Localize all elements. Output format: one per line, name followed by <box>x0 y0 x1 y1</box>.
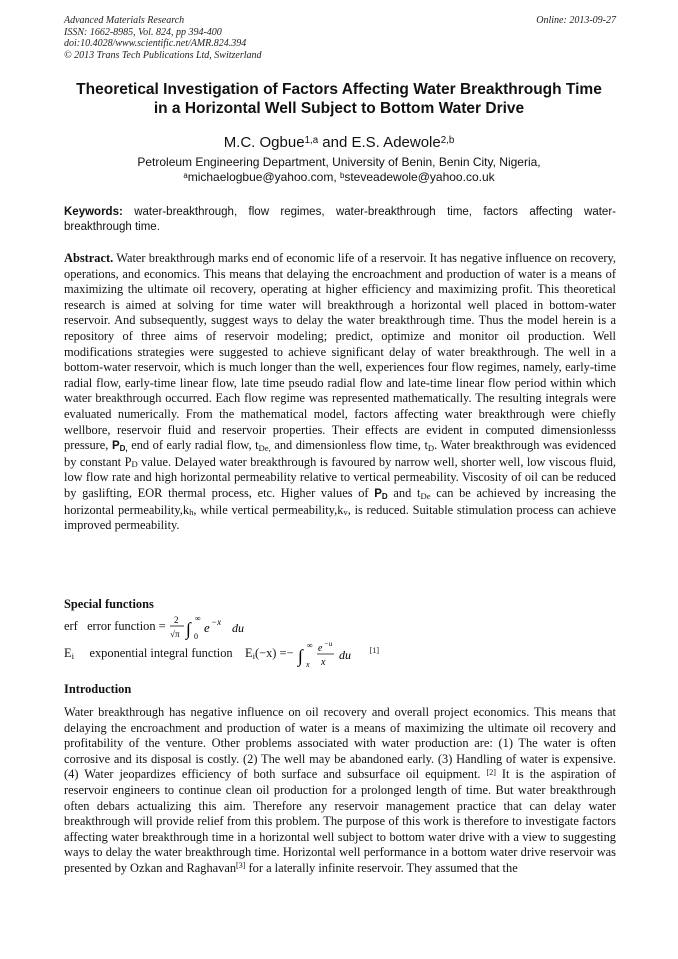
pd3-sub: D <box>381 491 388 501</box>
abstract-label: Abstract. <box>64 251 114 265</box>
citation-2[interactable]: [2] <box>486 767 496 777</box>
abstract-text: value. Delayed water breakthrough is favoured by narrow well, shorter well, low viscous fluid, low flow rate and high horizontal permeability relative to vertical permeability. Viscosity of oil can be reduced by gaslifting, EOR thermal process, etc. Higher values of <box>64 454 616 500</box>
paper-title <box>40 80 638 118</box>
pd3-symbol <box>374 488 387 500</box>
ei-frac-num-exp: −u <box>323 640 332 648</box>
keywords-text: water-breakthrough, flow regimes, water-breakthrough time, factors affecting water-breakthrough time. <box>64 206 616 233</box>
intro-paragraph: It is the aspiration of reservoir engineers to continue clean oil production for a prolonged length of time. But water breakthrough often debars actualizing this aim. Therefore any reservoir management practice that can delay water breakthrough will provide relief from this problem. The purpose of this work is therefore to investigate factors affecting water breakthrough time in a horizontal well subject to bottom water drive with a view to suggesting ways to delay the water breakthrough time. Horizontal well performance in a bottom water drive reservoir was presented by Ozkan and Raghavan <box>64 767 616 875</box>
erf-frac-num: 2 <box>173 615 179 625</box>
affiliation: Petroleum Engineering Department, University of Benin, Benin City, Nigeria, <box>137 155 541 169</box>
ei-int-upper: ∞ <box>306 641 313 650</box>
emails <box>40 170 638 185</box>
tde2-sub: De <box>420 490 431 501</box>
pd-main: P <box>111 440 120 453</box>
online-date: Online: 2013-09-27 <box>536 15 616 26</box>
pd-sub: D, <box>119 443 128 453</box>
title-line-2: in a Horizontal Well Subject to Bottom Water Drive <box>153 100 525 117</box>
email-a[interactable]: michaelogbue@yahoo.com, <box>187 170 340 184</box>
abstract-text: can be achieved by increasing the horizontal permeability,k <box>64 485 616 517</box>
ei-lhs-arg: (−x) =− <box>255 645 294 660</box>
ei-label: exponential integral function <box>89 645 233 660</box>
abstract-text: , while vertical permeability,k <box>193 502 344 517</box>
kh-sub: h <box>189 507 194 518</box>
pd3-main: P <box>374 487 382 500</box>
ei-abbr-sub: i <box>71 650 74 661</box>
journal-header <box>64 15 616 61</box>
erf-frac-den: √π <box>169 629 180 639</box>
ei-frac-den: x <box>320 657 326 668</box>
erf-int-lower: 0 <box>193 632 198 641</box>
intro-paragraph: for a laterally infinite reservoir. They assumed that the <box>245 860 518 875</box>
erf-abbr: erf <box>64 618 78 633</box>
erf-exp: −x <box>210 617 221 627</box>
ei-formula <box>297 639 367 669</box>
ei-lhs-sub: i <box>252 650 255 661</box>
keywords-label: Keywords: <box>64 206 123 218</box>
abstract-text: end of early radial flow, t <box>127 438 259 453</box>
copyright-line: © 2013 Trans Tech Publications Ltd, Switzerland <box>64 49 262 61</box>
abstract-text: Water breakthrough marks end of economic life of a reservoir. It has negative influence on recovery, operations, and economics. This means that delaying the encroachment and production of water is a means of maximizing the ultimate oil recovery, operating at higher efficiency and maximizing profit. This theoretical research is aimed at solving for time water will breakthrough a horizontal well placed in bottom-water reservoir. And subsequently, suggest ways to delay the water breakthrough time. Thus the model herein is a repository of three aims of reservoir modeling; predict, optimize and monitor oil production. Well modifications strategies were suggested to achieve significant delay of water breakthrough. The well in a bottom-water reservoir, which is much longer than the well, experiences four flow regimes, namely, early-time radial flow, early-time linear flow, late time pseudo radial flow and late-time linear flow period within which water breakthrough occurred. Each flow regime was represented mathematically. The resulting integrals were evaluated numerically. From the mathematical model, factors affecting water breakthrough were chiefly wellbore, reservoir fluid and reservoir properties. Their effects are evident in computed dimensionlesss pressure, <box>64 251 616 453</box>
introduction-heading: Introduction <box>64 682 132 696</box>
author-2: E.S. Adewole <box>351 134 441 151</box>
ei-abbr: E <box>64 645 72 660</box>
ei-reference[interactable]: [1] <box>369 646 380 656</box>
ei-definition <box>64 639 379 669</box>
integral-sign-icon: ∫ <box>297 646 303 666</box>
email-a-marker: a <box>183 170 188 180</box>
erf-formula <box>169 613 261 641</box>
author-1-affil: 1,a <box>304 134 319 146</box>
special-functions-heading: Special functions <box>64 597 154 611</box>
email-b-marker: b <box>340 170 345 180</box>
abstract-text: , is reduced. Suitable stimulation process can achieve improved permeability. <box>64 502 616 533</box>
journal-name: Advanced Materials Research <box>64 15 185 26</box>
erf-du: du <box>231 621 244 635</box>
kv-sub: v <box>343 507 348 518</box>
tde-sub: De, <box>258 442 271 453</box>
pd-symbol <box>112 440 128 452</box>
keywords <box>64 205 616 235</box>
title-line-1: Theoretical Investigation of Factors Affecting Water Breakthrough Time <box>76 81 602 98</box>
erf-int-upper: ∞ <box>194 614 201 623</box>
author-conjunction: and <box>318 134 352 151</box>
pd2-sub: D <box>131 459 138 470</box>
issn-line: ISSN: 1662-8985, Vol. 824, pp 394-400 <box>64 26 222 38</box>
ei-lhs: E <box>245 645 253 660</box>
erf-definition <box>64 613 261 641</box>
introduction-text <box>64 705 616 877</box>
abstract-text: and dimensionless flow time, t <box>270 438 428 453</box>
author-1: M.C. Ogbue <box>223 134 305 151</box>
td-sub: D <box>427 442 435 453</box>
erf-e: e <box>203 620 210 635</box>
author-list <box>40 134 638 152</box>
erf-label: error function = <box>87 618 166 633</box>
ei-frac-num: e <box>317 643 323 654</box>
citation-3[interactable]: [3] <box>236 861 246 871</box>
abstract-text: and t <box>387 485 421 500</box>
author-2-affil: 2,b <box>440 134 455 146</box>
intro-paragraph: Water breakthrough has negative influence on oil recovery and overall project economics. This means that delaying the encroachment and production of water is a means of maximizing the ultimate oil recovery and profitability of the venture. Other problems associated with water production are: (1) The water is often corrosive and its disposal is costly. (2) The well may be abandoned early. (3) Handling of water is expensive. (4) Water jeopardizes efficiency of both surface and subsurface oil equipment. <box>64 705 616 782</box>
email-b[interactable]: steveadewole@yahoo.co.uk <box>344 170 495 184</box>
abstract <box>64 251 616 534</box>
doi-line: doi:10.4028/www.scientific.net/AMR.824.394 <box>64 38 247 49</box>
ei-du: du <box>338 648 351 662</box>
ei-int-lower: x <box>305 660 310 669</box>
affiliation-block <box>40 155 638 185</box>
abstract-text: . Water breakthrough was evidenced by constant P <box>64 438 617 469</box>
integral-sign-icon: ∫ <box>185 619 191 639</box>
